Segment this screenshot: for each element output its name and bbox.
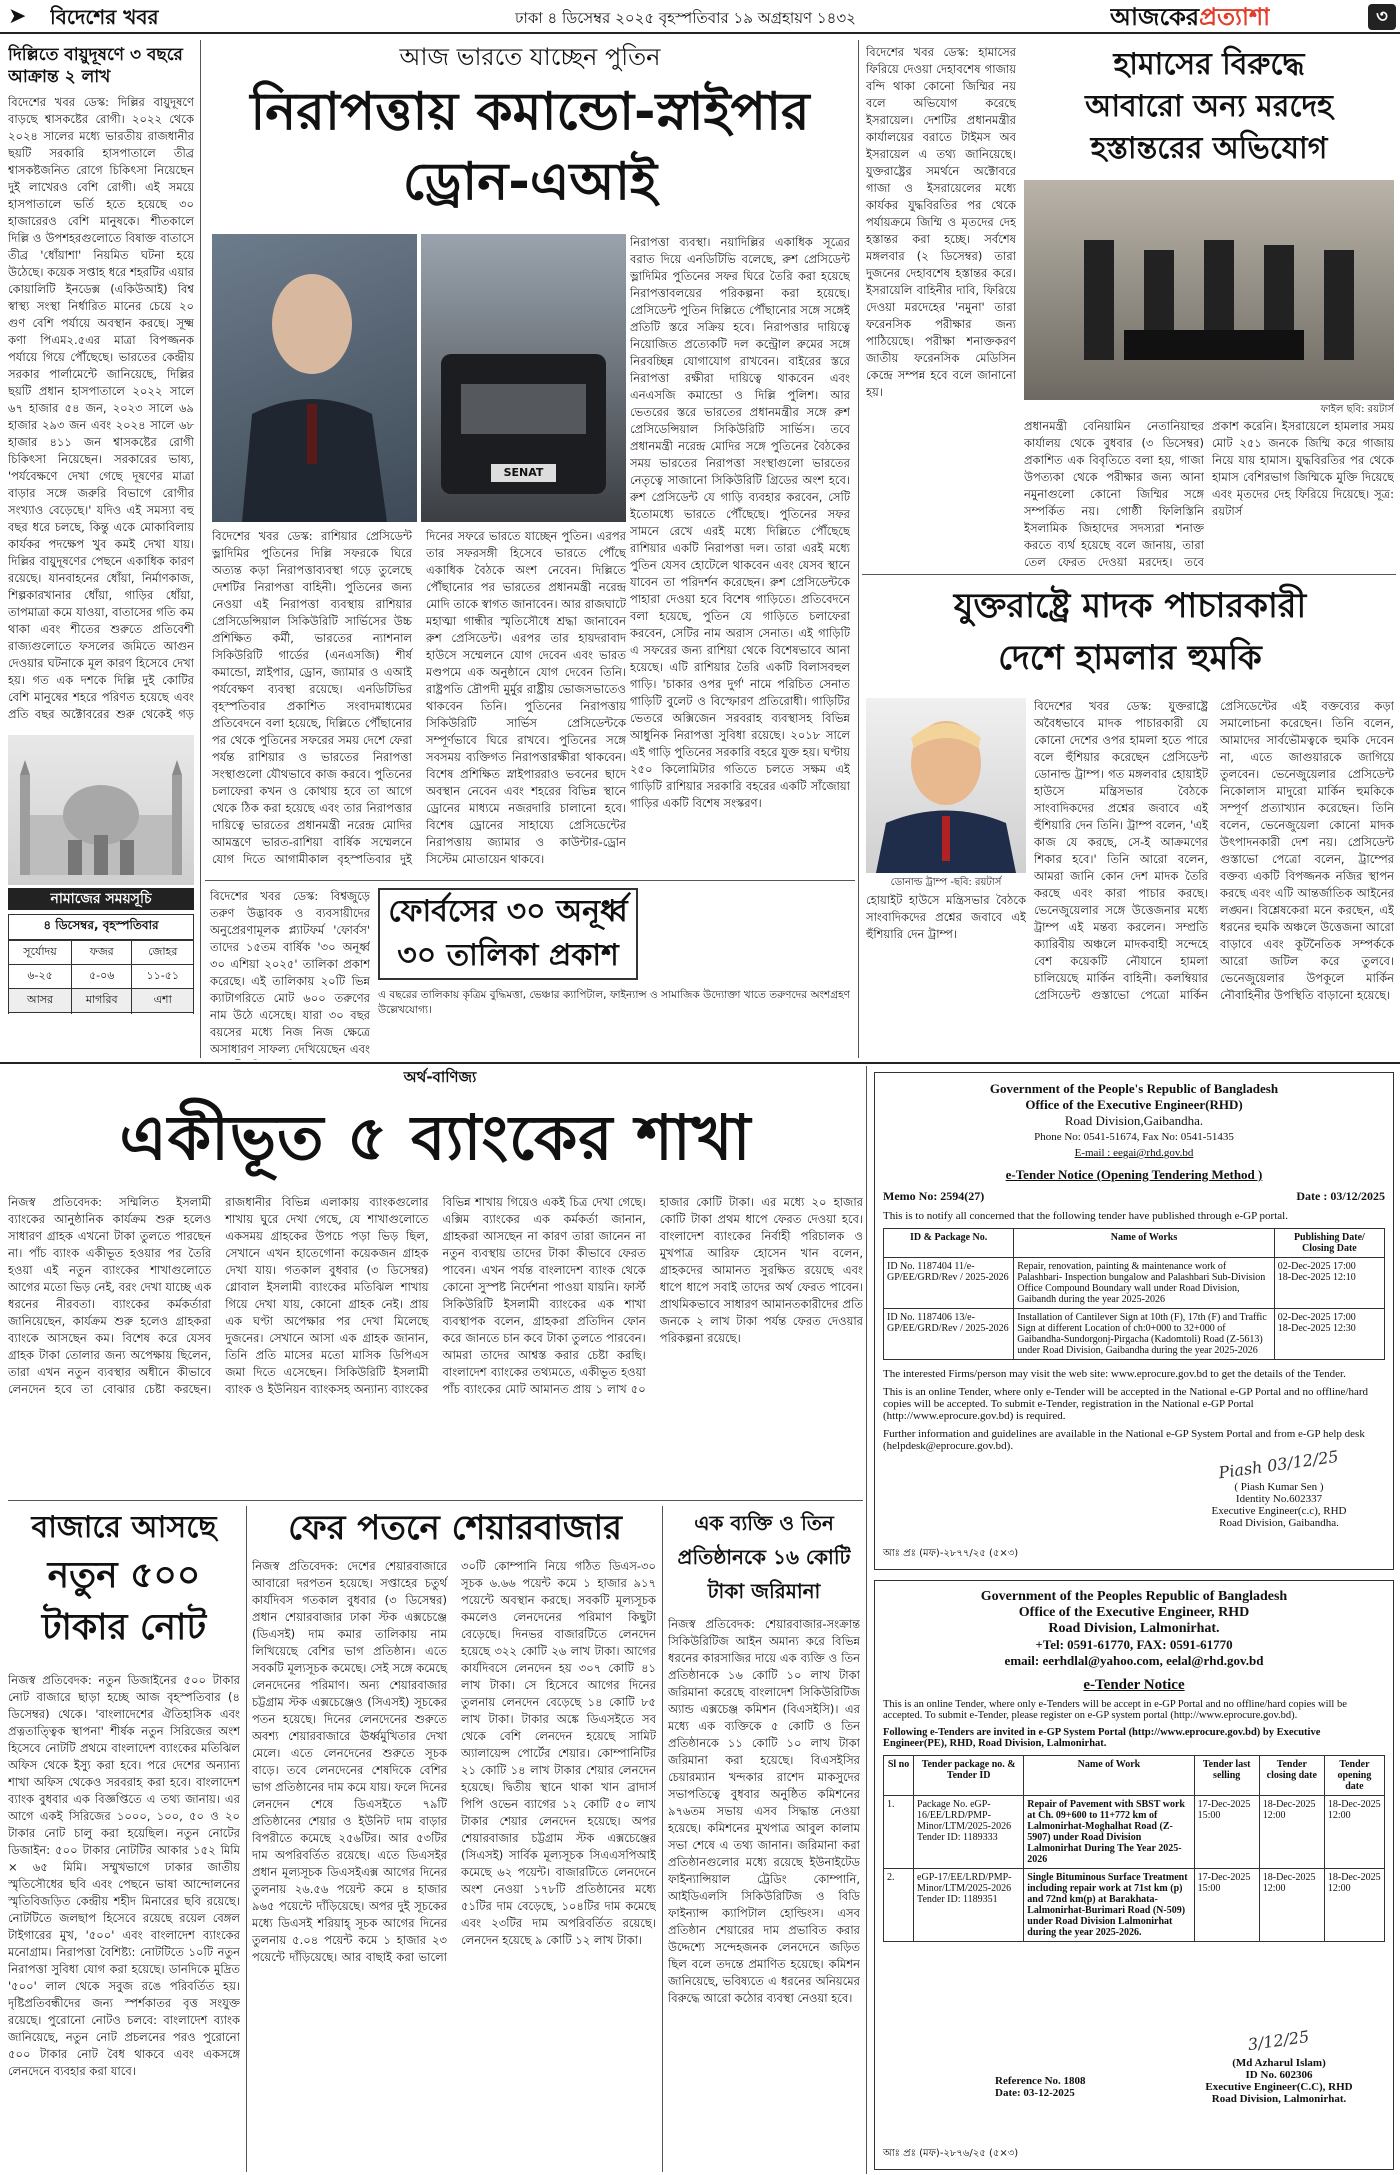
tender1-pub: 02-Dec-2025 17:00 xyxy=(1277,1312,1356,1323)
business-section-label: অর্থ-বাণিজ্য xyxy=(403,1068,477,1086)
table-row xyxy=(884,1869,1385,1942)
tender1-para2: This is an online Tender, where only e-Tender will be accepted in the National e-GP Portal and no offline/hard copies will be accepted. To submit e-Tender, registration in the National e-GP Portal (http://www.eprocure.gov.bd) is required. xyxy=(883,1386,1369,1422)
tender2-cell: Single Bituminous Surface Treatment including repair work at 71st km (p) and 72nd km(p) at Barakhata-Lalmonirhat-Burimari Road (N-509) under Road Division Lalmonirhat during the year 2025-2026. xyxy=(1024,1869,1194,1942)
delhi-headline: দিল্লিতে বায়ুদূষণে ৩ বছরে আক্রান্ত ২ লাখ xyxy=(8,45,183,87)
forbes-body-fill: এ বছরের তালিকায় কৃত্রিম বুদ্ধিমত্তা, ভেঞ্চার ক্যাপিটাল, ফাইন্যান্স ও সামাজিক উদ্যোক্তা খাতে তরুণদের অংশগ্রহণ উল্লেখযোগ্য। xyxy=(378,989,850,1016)
tender2-cell: 2. xyxy=(884,1869,914,1942)
note-body: নিজস্ব প্রতিবেদক: নতুন ডিজাইনের ৫০০ টাকার নোট বাজারে ছাড়া হচ্ছে আজ বৃহস্পতিবার (৪ ডিসেম্বর) থেকে। 'বাংলাদেশের ঐতিহাসিক এবং প্রত্নতাত্ত্বিক স্থাপনা' শীর্ষক নতুন সিরিজের অংশ হিসেবে নোটটি প্রথমে বাংলাদেশ ব্যাংকের মতিঝিল অফিস থেকে ইস্যু করা হবে। পরে দেশের অন্যান্য শাখা অফিস থেকেও সরবরাহ করা হবে। বাংলাদেশ ব্যাংক বুধবার এক বিজ্ঞপ্তিতে এ তথ্য জানায়। এর আগে একই সিরিজের ১০০০, ১০০, ৫০ ও ২০ টাকার নোট চালু করা হয়েছিল। নতুন নোটের ডিজাইন: ৫০০ টাকার নোটটির আকার ১৫২ মিমি × ৬৫ মিমি। সম্মুখভাগে ঢাকার জাতীয় স্মৃতিসৌধের ছবি এবং পেছনে ভাষা আন্দোলনের স্মৃতিবিজড়িত কেন্দ্রীয় শহীদ মিনারের ছবি রয়েছে। নোটটিতে জলছাপ হিসেবে রয়েছে রয়েল বেঙ্গল টাইগারের মুখ, '৫০০' এবং বাংলাদেশ ব্যাংকের মনোগ্রাম। নিরাপত্তা বৈশিষ্ট্য: নোটটিতে ১০টি নতুন নিরাপত্তা সুবিধা যোগ করা হয়েছে। ডানদিকে মুদ্রিত '৫০০' লাল থেকে সবুজ রঙে পরিবর্তিত হয়। দৃষ্টিপ্রতিবন্ধীদের জন্য স্পর্শকাতর বৃত্ত সংযুক্ত রয়েছে। পুরোনো নোটও চলবে: বাংলাদেশ ব্যাংক জানিয়েছে, নতুন নোট প্রচলনের পরও পুরোনো ৫০০ টাকার নোট বৈধ থাকবে এবং একসঙ্গে লেনদেনে ব্যবহার করা যাবে। xyxy=(8,1673,240,2078)
prayer-cell: ফজর xyxy=(72,941,132,965)
putin-body-left: বিদেশের খবর ডেস্ক: রাশিয়ার প্রেসিডেন্ট ভ্লাদিমির পুতিনের দিল্লি সফরকে ঘিরে অত্যন্ত কড়া নিরাপত্তাব্যবস্থা গড়ে তুলেছে দেশটির নিরাপত্তা বাহিনী। পুতিনের জন্য নেওয়া এই নিরাপত্তা ব্যবস্থায় রাশিয়ার প্রেসিডেন্সিয়াল সিকিউরিটি সার্ভিসের উচ্চ প্রশিক্ষিত কর্মী, ভারতের ন্যাশনাল সিকিউরিটি গার্ডের (এনএসজি) শীর্ষ কমান্ডো, স্নাইপার, ড্রোন, জ্যামার ও এআই পর্যবেক্ষণ ব্যবস্থা রয়েছে। এনডিটিভির বৃহস্পতিবার প্রকাশিত সংবাদমাধ্যমের প্রতিবেদনে বলা হয়েছে, দিল্লিতে পৌঁছানোর পর থেকে পুতিনের সফরের সময় দেশে ফেরা পর্যন্ত রাশিয়ার ও ভারতের নিরাপত্তা সংস্থাগুলো যৌথভাবে কাজ করবে। পুতিনের চলাফেরা কখন ও কোথায় হবে তা আগে থেকে ঠিক করা হয়েছে এবং তার নিরাপত্তার দায়িত্বে ভারতের প্রধানমন্ত্রী নরেন্দ্র মোদির আমন্ত্রণে ভারত-রাশিয়া বার্ষিক সম্মেলনে যোগ দিতে আগামীকাল বৃহস্পতিবার দুই দিনের সফরে ভারতে যাচ্ছেন পুতিন। এরপর তার সফরসঙ্গী হিসেবে ভারতে পৌঁছে একাধিক বৈঠকে অংশ নেবেন। দিল্লিতে পৌঁছানোর পর ভারতের প্রধানমন্ত্রী নরেন্দ্র মোদি তাকে স্বাগত জানাবেন। আর রাজঘাটে মহাত্মা গান্ধীর স্মৃতিসৌধে শ্রদ্ধা জানাবেন রুশ প্রেসিডেন্ট। এরপর তার হায়দরাবাদ হাউসে সম্মেলনে যোগ দেবেন এবং ভারত মণ্ডপমে এক অনুষ্ঠানে যোগ দেবেন তিনি। রাষ্ট্রপতি দ্রৌপদী মুর্মুর রাষ্ট্রীয় ভোজসভাতেও থাকবেন তিনি। পুতিনের নিরাপত্তায় সিকিউরিটি সার্ভিস প্রেসিডেন্টকে সম্পূর্ণভাবে ঘিরে রাখবে। পুতিনের সঙ্গে সবসময় ব্যক্তিগত নিরাপত্তারক্ষীরা থাকবেন। বিশেষ প্রশিক্ষিত স্নাইপাররাও ভবনের ছাদে অবস্থান নেবেন এবং শহরের বিভিন্ন স্থানে ড্রোনের মাধ্যমে নজরদারি চালানো হবে। বিশেষ ড্রোনের সাহায্যে প্রেসিডেন্টের নিরাপত্তায় জ্যামার ও কাউন্টার-ড্রোন সিস্টেম মোতায়েন থাকবে। xyxy=(212,529,626,866)
forbes-headline-line1: ফোর্বসের ৩০ অনূর্ধ্ব xyxy=(388,894,628,929)
mosque-icon xyxy=(8,735,194,885)
tender2-cell: 18-Dec-2025 12:00 xyxy=(1324,1869,1384,1942)
hamas-body-mid: প্রধানমন্ত্রী বেনিয়ামিন নেতানিয়াহুর কার্যালয় থেকে বুধবার (৩ ডিসেম্বর) প্রকাশিত এক বিবৃতিতে বলা হয়, গাজা উপত্যকা থেকে পরীক্ষার জন্য আনা নমুনাগুলো কোনো জিম্মির সঙ্গে সম্পর্কিত নয়। গোষ্ঠী ফিলিস্তিনি ইসলামিক জিহাদের সদস্যরা শনাক্ত করতে ব্যর্থ হয়েছে বলে জানায়, তারা তেল ফেরত দেওয়া মরদেহ। তবে xyxy=(1024,419,1204,568)
tender2-cell: 18-Dec-2025 12:00 xyxy=(1259,1796,1324,1869)
prayer-date: ৪ ডিসেম্বর, বৃহস্পতিবার xyxy=(8,914,194,940)
fine-headline-line3: টাকা জরিমানা xyxy=(707,1579,821,1603)
prayer-cell xyxy=(9,1013,72,1015)
page-number: ৩ xyxy=(1368,4,1396,30)
tender1-sign-id: Identity No.602337 xyxy=(1235,1493,1323,1505)
trump-headline-line1: যুক্তরাষ্ট্রে মাদক পাচারকারী xyxy=(953,586,1307,626)
tender1-division: Road Division,Gaibandha. xyxy=(1064,1113,1204,1128)
tender1-th-dates: Publishing Date/ Closing Date xyxy=(1274,1229,1384,1258)
tender2-cell: 1. xyxy=(884,1796,914,1869)
tender1-th-id: ID & Package No. xyxy=(884,1229,1014,1258)
tender1-cell-name: Repair, renovation, painting & maintenance work of Palashbari- Inspection bungalow and Palashbari Sub-Division Office Compound Boundary wall under Road Division, Gaibandh during the year 2025-2026 xyxy=(1014,1258,1275,1309)
date-line: ঢাকা ৪ ডিসেম্বর ২০২৫ বৃহস্পতিবার ১৯ অগ্রহায়ণ ১৪৩২ xyxy=(515,9,856,27)
tender1-cell-dates xyxy=(1274,1258,1384,1309)
newspaper-logo xyxy=(1110,2,1270,32)
tender2-cell: Package No. eGP-16/EE/LRD/PMP-Minor/LTM/2025-2026 Tender ID: 1189333 xyxy=(914,1796,1024,1869)
tender2-para2: Following e-Tenders are invited in e-GP System Portal (http://www.eprocure.gov.bd) by Executive Engineer(PE), RHD, Road Division, Lalmonirhat. xyxy=(883,1727,1321,1749)
share-headline-box xyxy=(250,1506,660,1552)
hamas-headline-line3: হস্তান্তরের অভিযোগ xyxy=(1090,131,1328,166)
tender1-cell-dates xyxy=(1274,1309,1384,1360)
tender1-table xyxy=(883,1228,1385,1360)
tender1-date: Date : 03/12/2025 xyxy=(1296,1189,1385,1203)
tender2-email[interactable]: email: eerhdlal@yahoo.com, eelal@rhd.gov.bd xyxy=(1004,1653,1264,1668)
tender1-sign-division: Road Division, Gaibandha. xyxy=(1219,1517,1339,1529)
car-plate: SENAT xyxy=(503,466,544,479)
prayer-cell: এশা xyxy=(132,989,194,1013)
forbes-body: বিদেশের খবর ডেস্ক: বিশ্বজুড়ে তরুণ উদ্ভাবক ও ব্যবসায়ীদের অনুপ্রেরণামূলক প্ল্যাটফর্ম 'ফোর্বস' তাদের ১৫তম বার্ষিক '৩০ অনূর্ধ্ব ৩০ এশিয়া ২০২৫' তালিকা প্রকাশ করেছে। এই তালিকায় ২০টি ভিন্ন ক্যাটাগরিতে মোট ৬০০ তরুণের নাম উঠে এসেছে। যারা ৩০ বছর বয়সের মধ্যে নিজ নিজ ক্ষেত্রে অসাধারণ সাফল্য দেখিয়েছেন এবং xyxy=(210,889,370,1056)
tender1-sign-name: ( Piash Kumar Sen ) xyxy=(1234,1481,1324,1493)
tender2-phone: +Tel: 0591-61770, FAX: 0591-61770 xyxy=(1035,1637,1233,1652)
prayer-table xyxy=(8,940,194,1014)
prayer-cell: জোহর xyxy=(132,941,194,965)
prayer-cell: আসর xyxy=(9,989,72,1013)
tender2-division: Road Division, Lalmonirhat. xyxy=(1048,1621,1220,1636)
tender1-th-name: Name of Works xyxy=(1014,1229,1275,1258)
tender1-memo: Memo No: 2594(27) xyxy=(883,1189,985,1203)
fighters-photo-icon xyxy=(1024,180,1394,400)
tender1-close: 18-Dec-2025 12:30 xyxy=(1277,1323,1356,1334)
delhi-article xyxy=(8,44,194,724)
fine-headline-line2: প্রতিষ্ঠানকে ১৬ কোটি xyxy=(677,1545,851,1569)
tender2-cell: 18-Dec-2025 12:00 xyxy=(1324,1796,1384,1869)
tender2-ad-code: আঃ প্রঃ (মফ)-২৮৭৬/২৫ (৫×৩) xyxy=(883,2148,1019,2159)
fine-headline-line1: এক ব্যক্তি ও তিন xyxy=(694,1511,834,1535)
forbes-headline xyxy=(378,888,638,980)
hamas-body-right: প্রকাশ করেনি। ইসরায়েলে হামলার সময় মোট ২৫১ জনকে জিম্মি করে গাজায় নিয়ে যায় হামাস। যুদ্ধবিরতির পর থেকে হামাস বেশিরভাগ জিম্মিকে মুক্তি দিয়েছে এবং মৃতদের দেহ ফিরিয়ে দিয়েছে। সূত্র: রয়টার্স xyxy=(1212,419,1394,518)
trump-headline-line2: দেশে হামলার হুমকি xyxy=(998,638,1262,678)
tender2-th-sl: Sl no xyxy=(884,1756,914,1796)
putin-headline-line1: নিরাপত্তায় কমান্ডো-স্নাইপার xyxy=(250,82,810,142)
tender2-table xyxy=(883,1755,1385,1942)
prayer-cell: ৬-২৫ xyxy=(9,965,72,989)
forbes-body-left xyxy=(210,888,370,1060)
tender1-notice-title: e-Tender Notice (Opening Tendering Method ) xyxy=(1005,1167,1263,1182)
page-header xyxy=(0,0,1400,34)
bank-body: নিজস্ব প্রতিবেদক: সম্মিলিত ইসলামী ব্যাংকের আনুষ্ঠানিক কার্যক্রম শুরু হলেও সাধারণ গ্রাহক এখনো টাকা তুলতে পারছেন না। পাঁচ ব্যাংক একীভূত হওয়ার পর তৈরি হওয়া এই নতুন ব্যাংকের শাখাগুলোতে আগের মতো ভিড় নেই, বরং দেখা যাচ্ছে এক ধরনের নীরবতা। ব্যাংকের কর্মকর্তারা জানিয়েছেন, কার্যক্রম শুরু হলেও গ্রাহকরা ব্যাংকে আসছেন কম। বিশেষ করে যেসব গ্রাহক টাকা তোলার জন্য অপেক্ষায় ছিলেন, তারা এখন নতুন ব্যবস্থার অধীনে কীভাবে লেনদেন হবে তা বোঝার চেষ্টা করছেন। রাজধানীর বিভিন্ন এলাকায় ব্যাংকগুলোর শাখায় ঘুরে দেখা গেছে, যে শাখাগুলোতে একসময় গ্রাহকের উপচে পড়া ভিড় ছিল, সেখানে এখন হাতেগোনা কয়েকজন গ্রাহক দেখা যায়। গতকাল বুধবার (৩ ডিসেম্বর) গ্লোবাল ইসলামী ব্যাংকের মতিঝিল শাখায় গিয়ে দেখা যায়, কোনো গ্রাহক নেই। প্রায় এক ঘণ্টা অপেক্ষার পর দেখা মিলেছে দুজনের। সেখানে আসা এক গ্রাহক জানান, তিনি প্রতি মাসের মতো মাসিক ডিপিএস জমা দিতে এসেছেন। সিকিউরিটি ইসলামী ব্যাংক ও ইউনিয়ন ব্যাংকসহ অন্যান্য ব্যাংকের বিভিন্ন শাখায় গিয়েও একই চিত্র দেখা গেছে। এক্সিম ব্যাংকের এক কর্মকর্তা জানান, গ্রাহকরা আসছেন না কারণ তারা জানেন না নতুন ব্যবস্থায় তাদের টাকা কীভাবে ফেরত পাবেন। এখন পর্যন্ত বাংলাদেশ ব্যাংক থেকে কোনো সুস্পষ্ট নির্দেশনা পাওয়া যায়নি। ফার্স্ট সিকিউরিটি ইসলামী ব্যাংকের এক শাখা ব্যবস্থাপক বলেন, গ্রাহকরা প্রতিদিন ফোন করে জানতে চান কবে টাকা তুলতে পারবেন। আমরা তাদের আশ্বস্ত করার চেষ্টা করছি। বাংলাদেশ ব্যাংকের তথ্যমতে, একীভূত হওয়া পাঁচ ব্যাংকের মোট আমানত প্রায় ১ লাখ ৫০ হাজার কোটি টাকা। এর মধ্যে ২০ হাজার কোটি টাকা প্রথম ধাপে ফেরত দেওয়া হবে। বাংলাদেশ ব্যাংকের নির্বাহী পরিচালক ও মুখপাত্র আরিফ হোসেন খান বলেন, গ্রাহকদের আমানত সুরক্ষিত রয়েছে এবং ধাপে ধাপে সবাই তাদের অর্থ ফেরত পাবেন। প্রাথমিকভাবে সাধারণ আমানতকারীদের প্রতি জনকে ২ লাখ টাকা পর্যন্ত ফেরত দেওয়ার পরিকল্পনা রয়েছে। xyxy=(8,1195,863,1396)
tender2-date: Date: 03-12-2025 xyxy=(995,2087,1075,2099)
tender2-ref-block xyxy=(995,2075,1086,2099)
hamas-headline-line1: হামাসের বিরুদ্ধে xyxy=(1113,47,1305,82)
tender2-th-close: Tender closing date xyxy=(1259,1756,1324,1796)
tender-notice-lalmonirhat xyxy=(874,1580,1394,2170)
bank-headline: একীভূত ৫ ব্যাংকের শাখা xyxy=(119,1101,752,1174)
putin-body-right: নিরাপত্তা ব্যবস্থা। নয়াদিল্লির একাধিক সূত্রের বরাত দিয়ে এনডিটিভি বলেছে, রুশ প্রেসিডেন্ট ভ্লাদিমির পুতিনের সফর ঘিরে তৈরি করা হয়েছে নিরাপত্তাবলয়ের পরিকল্পনা করা হয়েছে। প্রেসিডেন্ট পুতিন দিল্লিতে পৌঁছানোর সঙ্গে সঙ্গেই প্রতিটি স্তরে সক্রিয় হবে। নিরাপত্তার দায়িত্বে নিয়োজিত প্রত্যেকটি দল কন্ট্রোল রুমের সঙ্গে নিরবচ্ছিন্ন যোগাযোগ রাখবেন। বাইরের স্তরে নিরাপত্তা রক্ষীরা দায়িত্বে থাকবেন এবং এনএসজি কমান্ডো ও দিল্লি পুলিশ। আর ভেতরের স্তরে ভারতের প্রধানমন্ত্রীর সঙ্গে রুশ প্রেসিডেন্সিয়াল সিকিউরিটি সার্ভিস। তবে প্রধানমন্ত্রী নরেন্দ্র মোদির সঙ্গে পুতিনের বৈঠকের সময় ভারতের নিরাপত্তা সংস্থাগুলো ভারতের নেতৃত্বে সাজানো সিকিউরিটি গ্রিডের অংশ হবে। রুশ প্রেসিডেন্ট যে গাড়ি ব্যবহার করবেন, সেটি ইতোমধ্যে ভারতে পৌঁছেছে। পুতিনের সফর সামনে রেখে এরই মধ্যে দিল্লিতে পৌঁছেছে রাশিয়ার একটি নিরাপত্তা দল। তারা এরই মধ্যে পুতিন যেসব হোটেলে থাকবেন এবং যেসব স্থানে যাবেন তা পরিদর্শন করেছেন। রুশ প্রেসিডেন্টকে পাহারা দেওয়া হবে বিশেষ গাড়িতে। প্রতিবেদনে বলা হয়েছে, পুতিন যে গাড়িতে চলাফেরা করবেন, সেটির নাম অরাস সেনাত। এই গাড়িটি এ সফরের জন্য রাশিয়া থেকে বিশেষভাবে আনা হয়েছে। এটি রাশিয়ার তৈরি একটি বিলাসবহুল গাড়ি। 'চাকার ওপর দুর্গ' নামে পরিচিত সেনাত গাড়িটি বুলেট ও বিস্ফোরণ প্রতিরোধী। গাড়িটির ভেতরে অক্সিজেন সরবরাহ ব্যবস্থাসহ বিভিন্ন আধুনিক নিরাপত্তা সুবিধা রয়েছে। ২০১৮ সালে এই গাড়ি পুতিনের সরকারি বহরে যুক্ত হয়। ঘণ্টায় ২৫০ কিলোমিটার গতিতে চলতে সক্ষম এই গাড়িটি রাশিয়ার সরকারি বহরের একটি সাঁজোয়া গাড়ির একটি বিশেষ সংস্করণ। xyxy=(630,235,850,810)
tender2-office: Office of the Executive Engineer, RHD xyxy=(1018,1605,1250,1620)
delhi-body: বিদেশের খবর ডেস্ক: দিল্লির বায়ুদূষণে বাড়ছে শ্বাসকষ্টের রোগী। ২০২২ থেকে ২০২৪ সালের মধ্যে ভারতীয় রাজধানীর ছয়টি সরকারি হাসপাতালে তীব্র শ্বাসকষ্টজনিত রোগে চিকিৎসা নিয়েছেন দুই লাখেরও বেশি রোগী। এই সময়ে হাসপাতালে ভর্তি হতে হয়েছে ৩০ হাজারেরও বেশি মানুষকে। শীতকালে দিল্লি ও উপশহরগুলোতে বিষাক্ত বাতাসে তীব্র 'ধোঁয়াশা' নিয়মিত ঘটনা হয়ে উঠেছে। কয়েক সপ্তাহ ধরে শহরটির এয়ার কোয়ালিটি ইনডেক্স (একিউআই) বিশ্ব স্বাস্থ্য সংস্থা নির্ধারিত মানের চেয়ে ২০ গুণ বেশি পর্যায়ে অবস্থান করছে। সূক্ষ্ম কণা পিএম২.৫এর মাত্রা বিপজ্জনক পর্যায়ে গিয়ে পৌঁছেছে। ভারতের কেন্দ্রীয় সরকার পার্লামেন্টে জানিয়েছে, দিল্লির ছয়টি প্রধান হাসপাতালে ২০২২ সালে ৬৭ হাজার ৫৪ জন, ২০২৩ সালে ৬৯ হাজার ২৯৩ জন এবং ২০২৪ সালে ৬৮ হাজার ৪১১ জন শ্বাসকষ্টের রোগী চিকিৎসা নিয়েছেন। সরকারের ভাষ্য, 'পর্যবেক্ষণে দেখা গেছে দূষণের মাত্রা বাড়ার সঙ্গে জরুরি বিভাগে রোগীর সংখ্যাও বেড়েছে।' যদিও এই সমস্যা বহু বছর ধরে চলছে, কিন্তু একে মোকাবিলায় কার্যকর পদক্ষেপ খুব কমই দেখা যায়। দিল্লির বায়ুদূষণের পেছনে একাধিক কারণ রয়েছে। যানবাহনের ধোঁয়া, নির্মাণকাজ, শিল্পকারখানার ধোঁয়া, গাড়ির ধোঁয়া, তাপমাত্রা কমে যাওয়া, বাতাসের গতি কম থাকা এবং শীতের শুরুতে প্রতিবেশী রাজ্যগুলোতে ফসলের জমিতে আগুন দেওয়ার ঘটনাকে মূল কারণ হিসেবে দেখা হয়। গত এক দশকে দিল্লি দুই কোটির বেশি মানুষের শহরে পরিণত হয়েছে এবং প্রতি বছর অক্টোবরের শুরু থেকেই গড় xyxy=(8,95,194,721)
prayer-schedule xyxy=(8,914,194,1014)
tender1-close: 18-Dec-2025 12:10 xyxy=(1277,1272,1356,1283)
prayer-cell: মাগরিব xyxy=(72,989,132,1013)
tender2-sign-division: Road Division, Lalmonirhat. xyxy=(1211,2093,1347,2105)
tender2-cell: Repair of Pavement with SBST work at Ch. 09+600 to 11+772 km of Lalmonirhat-Moghalhat Road (Z-5907) under Road Division Lalmonirhat During The Year 2025-2026 xyxy=(1024,1796,1194,1869)
tender1-signature: Piash 03/12/25 xyxy=(1217,1446,1340,1483)
table-row xyxy=(884,1796,1385,1869)
tender1-cell-name: Installation of Cantilever Sign at 10th (F), 17th (F) and Traffic Sign at different Location of ch:0+000 to 32+000 of Gaibandha-Sundorgonj-Pirgacha (Kadomtoli) Road (Z-5613) under Road Division, Gaibandha during the year 2025-2026 xyxy=(1014,1309,1275,1360)
tender2-sign-id: ID No. 602306 xyxy=(1245,2069,1313,2081)
hamas-headline xyxy=(1024,44,1394,176)
trump-body-filler: হোয়াইট হাউসে মন্ত্রিসভার বৈঠকে সাংবাদিকদের প্রশ্নের জবাবে এই হুঁশিয়ারি দেন ট্রাম্প। xyxy=(866,893,1026,941)
putin-photo xyxy=(212,234,417,522)
tender1-email[interactable]: E-mail : eegai@rhd.gov.bd xyxy=(1074,1147,1194,1159)
person-photo-icon xyxy=(212,234,417,522)
tender2-sign-title: Executive Engineer(C.C), RHD xyxy=(1205,2081,1353,2093)
table-row xyxy=(884,1309,1385,1360)
prayer-cell xyxy=(72,1013,132,1015)
logo-accent: প্রত্যাশা xyxy=(1199,3,1271,31)
tender1-office: Office of the Executive Engineer(RHD) xyxy=(1025,1097,1243,1112)
tender1-pub: 02-Dec-2025 17:00 xyxy=(1277,1261,1356,1272)
tender2-th-work: Name of Work xyxy=(1024,1756,1194,1796)
trump-headline xyxy=(866,580,1394,690)
fine-headline xyxy=(666,1506,862,1612)
tender1-para1: The interested Firms/person may visit the web site: www.eprocure.gov.bd to get the details of the Tender. xyxy=(883,1368,1346,1380)
note-headline-line2: নতুন ৫০০ xyxy=(47,1555,201,1596)
tender2-para1: This is an online Tender, where only e-Tenders will be accept in e-GP Portal and no offline/hard copies will be accepted. To submit e-Tender, please register on e-GP system portal (http://www.eprocure.gov.bd). xyxy=(883,1699,1347,1721)
prayer-cell: সূর্যোদয় xyxy=(9,941,72,965)
prayer-cell xyxy=(132,1013,194,1015)
tender2-signature: 3/12/25 xyxy=(1246,2026,1311,2055)
tender1-cell-id: ID No. 1187404 11/e-GP/EE/GRD/Rev / 2025-2026 xyxy=(884,1258,1014,1309)
hamas-photo-caption: ফাইল ছবি: রয়টার্স xyxy=(1320,404,1394,415)
putin-headline-line2: ড্রোন-এআই xyxy=(402,152,658,212)
tender2-ref: Reference No. 1808 xyxy=(995,2075,1086,2087)
tender2-signature-block xyxy=(1179,2026,1379,2105)
tender1-sign-title: Executive Engineer(c.c), RHD xyxy=(1211,1505,1347,1517)
trump-photo-caption: ডোনাল্ড ট্রাম্প -ছবি: রয়টার্স xyxy=(890,877,1002,888)
hamas-headline-line2: আবারো অন্য মরদেহ xyxy=(1085,89,1333,124)
tender1-para3: Further information and guidelines are available in the National e-GP System Portal and from e-GP help desk (helpdesk@eprocure.gov.bd). xyxy=(883,1428,1365,1452)
tender1-memo-row xyxy=(883,1189,1385,1204)
mosque-illustration xyxy=(8,735,194,885)
hamas-photo xyxy=(1024,180,1394,400)
hamas-body-left: বিদেশের খবর ডেস্ক: হামাসের ফিরিয়ে দেওয়া দেহাবশেষ গাজায় বন্দি থাকা কোনো জিম্মির নয় বলে অভিযোগ করেছে ইসরায়েল। দেশটির প্রধানমন্ত্রীর কার্যালয়ের বরাতে টাইমস অব ইসরায়েল এ তথ্য জানিয়েছে। যুক্তরাষ্ট্রের সমর্থনে অক্টোবরে গাজা ও ইসরায়েলের মধ্যে কার্যকর যুদ্ধবিরতির পর থেকে পর্যায়ক্রমে জিম্মি ও মৃতদের দেহ হস্তান্তর করা হচ্ছে। সর্বশেষ মঙ্গলবার (২ ডিসেম্বর) তারা দুজনের দেহাবশেষ হস্তান্তর করে। ইসরায়েলি বাহিনীর দাবি, ফিরিয়ে দেওয়া মরদেহের 'নমুনা' তারা ফরেনসিক পরীক্ষার জন্য পাঠিয়েছে। পরীক্ষা শনাক্তকরণ জাতীয় ফরেনসিক মেডিসিন কেন্দ্রে সম্পন্ন হবে বলে জানানো হয়। xyxy=(866,45,1016,399)
tender1-signature-block xyxy=(1179,1446,1379,1529)
forbes-headline-line2: ৩০ তালিকা প্রকাশ xyxy=(397,938,619,973)
putin-kicker: আজ ভারতে যাচ্ছেন পুতিন xyxy=(399,43,661,71)
putin-kicker-box xyxy=(210,40,850,76)
tender2-cell: 17-Dec-2025 15:00 xyxy=(1194,1796,1259,1869)
trump-body-intro xyxy=(866,892,1026,1058)
person-photo-icon xyxy=(866,698,1026,873)
section-title: বিদেশের খবর xyxy=(50,5,159,29)
tender2-govt: Government of the Peoples Republic of Bangladesh xyxy=(980,1589,1288,1604)
tender2-cell: 18-Dec-2025 12:00 xyxy=(1259,1869,1324,1942)
note-headline-line3: টাকার নোট xyxy=(41,1607,207,1648)
tender1-phone: Phone No: 0541-51674, Fax No: 0541-51435 xyxy=(1034,1131,1234,1143)
note-headline-line1: বাজারে আসছে xyxy=(31,1510,217,1545)
table-row xyxy=(884,1258,1385,1309)
prayer-title: নামাজের সময়সূচি xyxy=(8,888,194,910)
business-section-tag xyxy=(370,1066,510,1088)
tender-notice-gaibandha xyxy=(874,1072,1394,1570)
forbes-body-continued xyxy=(378,988,850,1060)
tender2-sign-name: (Md Azharul Islam) xyxy=(1232,2057,1326,2069)
car-photo xyxy=(421,234,626,522)
tender2-th-last: Tender last selling xyxy=(1194,1756,1259,1796)
tender2-th-open: Tender opening date xyxy=(1324,1756,1384,1796)
prayer-cell: ১১-৫১ xyxy=(132,965,194,989)
trump-body: বিদেশের খবর ডেস্ক: যুক্তরাষ্ট্রে অবৈধভাবে মাদক পাচারকারী যে কোনো দেশের ওপর হামলা হতে পারে বলে হুঁশিয়ার করেছেন প্রেসিডেন্ট ডোনাল্ড ট্রাম্প। গত মঙ্গলবার হোয়াইট হাউসে মন্ত্রিসভার বৈঠকে সাংবাদিকদের প্রশ্নের জবাবে এই হুঁশিয়ারি দেন তিনি। ট্রাম্প বলেন, 'এই কাজ যে করছে, সে-ই আক্রমণের শিকার হবে।' তিনি আরো বলেন, আমরা জানি কোন দেশ মাদক তৈরি করছে এবং কারা পাচার করছে। ভেনেজুয়েলার সঙ্গে উত্তেজনার মধ্যে ট্রাম্প এই মন্তব্য করলেন। সম্প্রতি ক্যারিবীয় অঞ্চলে মাদকবাহী সন্দেহে বেশ কয়েকটি নৌযানে হামলা চালিয়েছে মার্কিন বাহিনী। কলম্বিয়ার প্রেসিডেন্ট গুস্তাভো পেত্রো মার্কিন প্রেসিডেন্টের এই বক্তব্যের কড়া সমালোচনা করেছেন। তিনি বলেন, আমাদের সার্বভৌমত্বকে হুমকি দেবেন না, এতে জাগুয়ারকে জাগিয়ে তুলবেন। ভেনেজুয়েলার প্রেসিডেন্ট নিকোলাস মাদুরো মার্কিন হুমকিকে সম্পূর্ণ প্রত্যাখ্যান করেছেন। তিনি বলেন, ভেনেজুয়েলা কোনো মাদক উৎপাদনকারী দেশ নয়। প্রেসিডেন্ট গুস্তাভো পেত্রো বলেন, ট্রাম্পের বক্তব্য একটি বিপজ্জনক নজির স্থাপন করছে এবং এটি আন্তর্জাতিক আইনের লঙ্ঘন। বিশ্লেষকেরা মনে করছেন, এই ধরনের হুমকি অঞ্চলে উত্তেজনা আরো বাড়াবে এবং কূটনৈতিক সম্পর্ককে আরো জটিল করে তুলবে। ভেনেজুয়েলার উপকূলে মার্কিন নৌবাহিনীর উপস্থিতি বাড়ানো হয়েছে। xyxy=(1034,699,1394,1002)
fine-body: নিজস্ব প্রতিবেদক: শেয়ারবাজার-সংক্রান্ত সিকিউরিটিজ আইন অমান্য করে বিভিন্ন ধরনের কারসাজির দায়ে এক ব্যক্তি ও তিন প্রতিষ্ঠানকে ১৬ কোটি ১০ লাখ টাকা জরিমানা করেছে বাংলাদেশ সিকিউরিটিজ অ্যান্ড এক্সচেঞ্জ কমিশন (বিএসইসি)। এর মধ্যে এক ব্যক্তিকে ৫ কোটি ও তিন প্রতিষ্ঠানকে ১১ কোটি ১০ লাখ টাকা জরিমানা করা হয়েছে। বিএসইসির চেয়ারম্যান খন্দকার রাশেদ মাকসুদের সভাপতিত্বে বুধবার অনুষ্ঠিত কমিশনের ৯৭৬তম সভায় এসব সিদ্ধান্ত নেওয়া হয়েছে। কমিশনের মুখপাত্র আবুল কালাম সভা শেষে এ তথ্য জানান। জরিমানা করা প্রতিষ্ঠানগুলোর মধ্যে রয়েছে ইউনাইটেড ফাইন্যান্সিয়াল ট্রেডিং কোম্পানি, আইডিএলসি সিকিউরিটিজ ও বিডি ফাইন্যান্স ক্যাপিটাল হোল্ডিংস। এসব প্রতিষ্ঠান শেয়ারের দাম প্রভাবিত করার উদ্দেশ্যে সন্দেহজনক লেনদেনে জড়িত ছিল বলে তদন্তে প্রমাণিত হয়েছে। কমিশন জানিয়েছে, ভবিষ্যতে এ ধরনের অনিয়মের বিরুদ্ধে আরো কঠোর ব্যবস্থা নেওয়া হবে। xyxy=(668,1617,860,2005)
tender2-cell: 17-Dec-2025 15:00 xyxy=(1194,1869,1259,1942)
header-arrow-icon: ➤ xyxy=(8,4,27,29)
putin-headline xyxy=(210,78,850,228)
note-headline xyxy=(8,1506,240,1666)
share-body: নিজস্ব প্রতিবেদক: দেশের শেয়ারবাজারে আবারো দরপতন হয়েছে। সপ্তাহের চতুর্থ কার্যদিবস গতকাল বুধবার (৩ ডিসেম্বর) প্রধান শেয়ারবাজার ঢাকা স্টক এক্সচেঞ্জে (ডিএসই) দাম কমার তালিকায় নাম লিখিয়েছে বেশির ভাগ প্রতিষ্ঠান। এতে সবকটি মূল্যসূচক কমেছে। সেই সঙ্গে কমেছে লেনদেনের পরিমাণ। অন্য শেয়ারবাজার চট্টগ্রাম স্টক এক্সচেঞ্জেও (সিএসই) সূচকের পতন হয়েছে। দিনের লেনদেনের শুরুতে অবশ্য শেয়ারবাজারে ঊর্ধ্বমুখিতার দেখা মেলে। এতে লেনদেনের শুরুতে সূচক বাড়ে। তবে লেনদেনের শেষদিকে বেশির ভাগ প্রতিষ্ঠানের দাম কমে যায়। ফলে দিনের লেনদেন শেষে ডিএসইতে ৭৯টি প্রতিষ্ঠানের শেয়ার ও ইউনিট দাম বাড়ার বিপরীতে কমেছে ২৫৬টির। আর ৫৩টির দাম অপরিবর্তিত রয়েছে। এতে ডিএসইর প্রধান মূল্যসূচক ডিএসইএক্স আগের দিনের তুলনায় ২৬.৫৬ পয়েন্ট কমে ৪ হাজার ৯৬৫ পয়েন্টে দাঁড়িয়েছে। অপর দুই সূচকের মধ্যে ডিএসই শরিয়াহ্ সূচক আগের দিনের তুলনায় ৫.০৪ পয়েন্ট কমে ১ হাজার ২৩ পয়েন্টে দাঁড়িয়েছে। আর বাছাই করা ভালো ৩০টি কোম্পানি নিয়ে গঠিত ডিএস-৩০ সূচক ৬.৬৬ পয়েন্ট কমে ১ হাজার ৯১৭ পয়েন্টে অবস্থান করছে। সবকটি মূল্যসূচক কমলেও লেনদেনের পরিমাণ কিছুটা বেড়েছে। দিনভর বাজারটিতে লেনদেন হয়েছে ৩২২ কোটি ২৬ লাখ টাকা। আগের কার্যদিবসে লেনদেন হয় ৩০৭ কোটি ৪১ লাখ টাকা। সে হিসেবে আগের দিনের তুলনায় লেনদেন বেড়েছে ১৪ কোটি ৮৫ লাখ টাকা। টাকার অঙ্কে ডিএসইতে সব থেকে বেশি লেনদেন হয়েছে সামিট অ্যালায়েন্স পোর্টের শেয়ার। কোম্পানিটির ২১ কোটি ১৪ লাখ টাকার শেয়ার লেনদেন হয়েছে। দ্বিতীয় স্থানে থাকা খান ব্রাদার্স পিপি ওভেন ব্যাগের ১২ কোটি ৫০ লাখ টাকার শেয়ার লেনদেন হয়েছে। অপর শেয়ারবাজার চট্টগ্রাম স্টক এক্সচেঞ্জের (সিএসই) সার্বিক মূল্যসূচক সিএএসপিআই কমেছে ৬২ পয়েন্ট। বাজারটিতে লেনদেনে অংশ নেওয়া ১৭৮টি প্রতিষ্ঠানের মধ্যে ৫১টির দাম বেড়েছে, ১০৪টির দাম কমেছে এবং ২৩টির দাম অপরিবর্তিত রয়েছে। লেনদেন হয়েছে ৯ কোটি ১২ লাখ টাকা। xyxy=(252,1559,656,1964)
tender1-cell-id: ID No. 1187406 13/e-GP/EE/GRD/Rev / 2025-2026 xyxy=(884,1309,1014,1360)
share-headline: ফের পতনে শেয়ারবাজার xyxy=(288,1508,622,1548)
tender2-notice-title: e-Tender Notice xyxy=(1083,1677,1185,1693)
prayer-cell: ৫-০৬ xyxy=(72,965,132,989)
tender1-ad-code: আঃ প্রঃ (মফ)-২৮৭৭/২৫ (৫×৩) xyxy=(883,1548,1019,1559)
tender2-cell: eGP-17/EE/LRD/PMP-Minor/LTM/2025-2026 Tender ID: 1189351 xyxy=(914,1869,1024,1942)
tender2-th-pkg: Tender package no. & Tender ID xyxy=(914,1756,1024,1796)
trump-photo xyxy=(866,698,1026,873)
tender1-intro: This is to notify all concerned that the following tender have published through e-GP portal. xyxy=(883,1210,1288,1222)
tender1-govt: Government of the People's Republic of Bangladesh xyxy=(989,1081,1279,1096)
bank-headline-box xyxy=(8,1092,863,1188)
logo-prefix: আজকের xyxy=(1110,3,1200,31)
